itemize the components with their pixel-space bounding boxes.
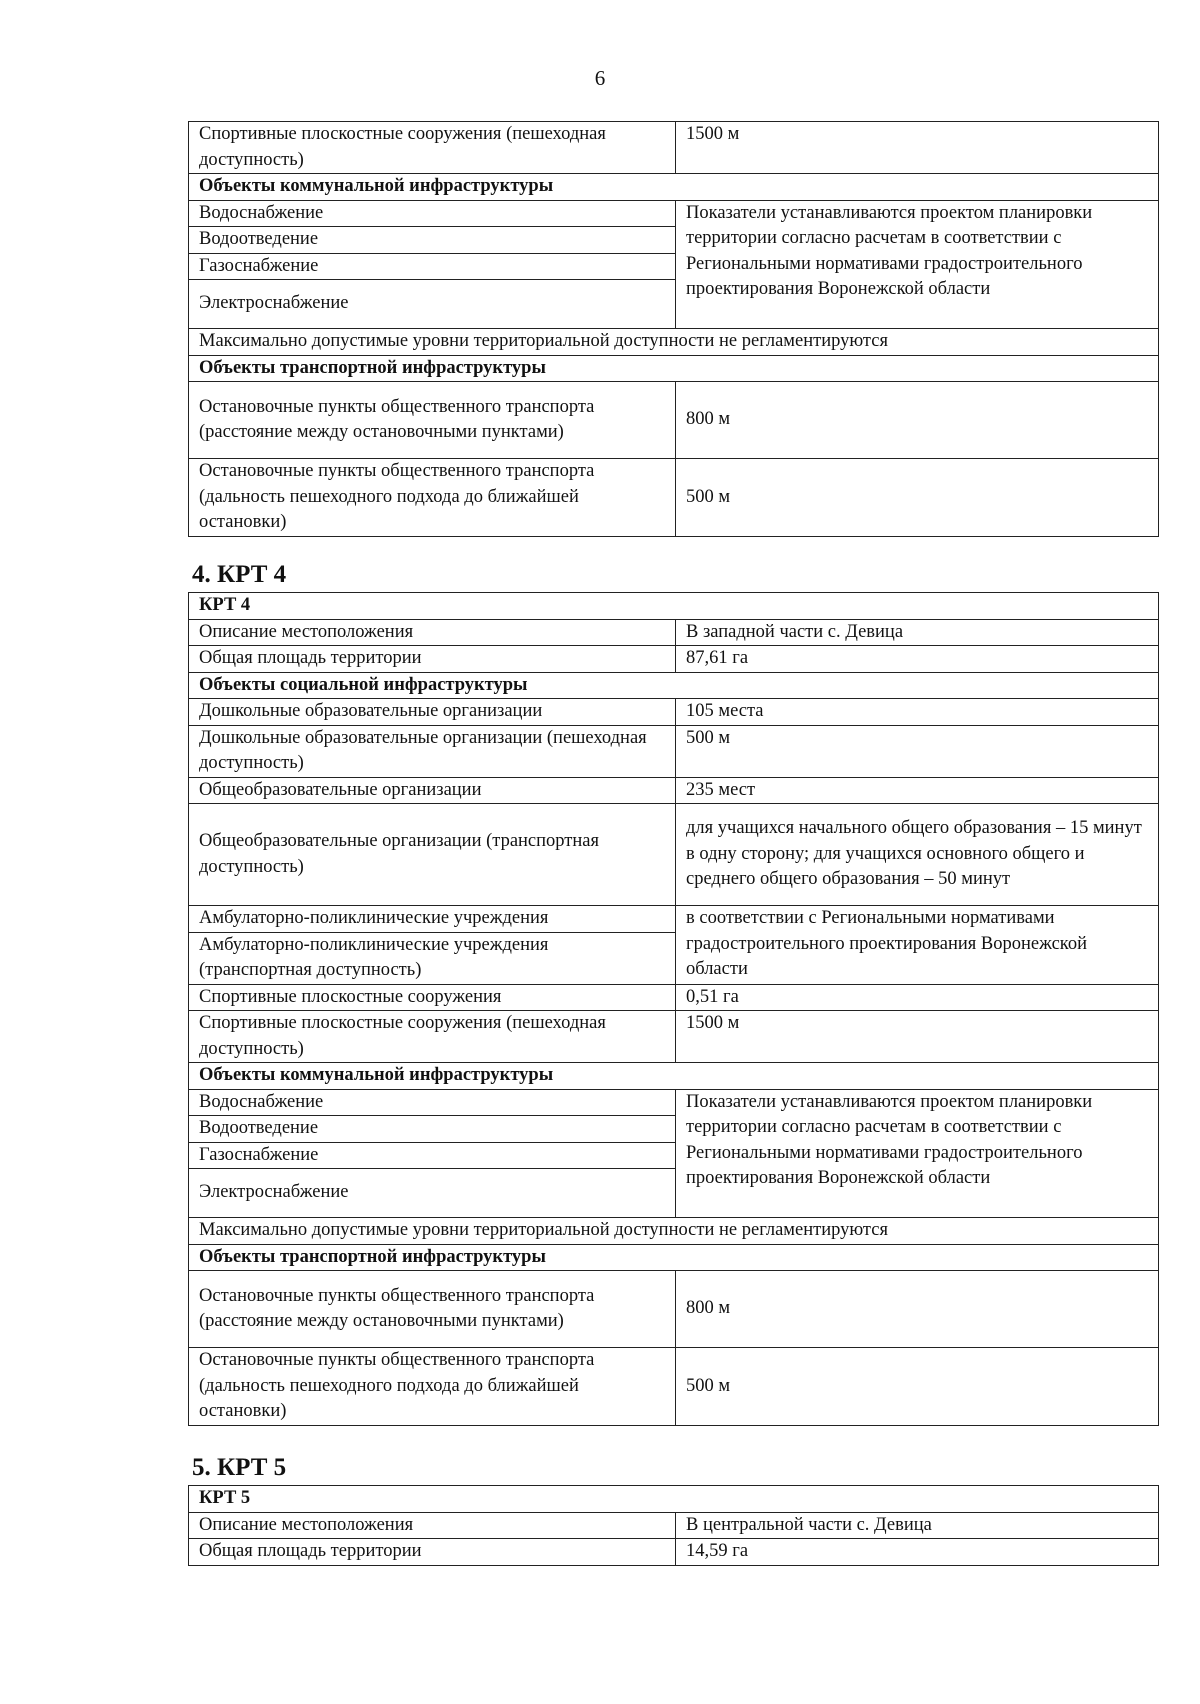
table-row <box>189 593 1159 620</box>
row-label: Общая площадь территории <box>189 1539 676 1566</box>
row-label: Общеобразовательные организации (транспортная доступность) <box>189 804 676 906</box>
row-value: 0,51 га <box>676 984 1159 1011</box>
section-heading: 5. КРТ 5 <box>192 1454 287 1481</box>
row-label: Дошкольные образовательные организации <box>189 699 676 726</box>
row-label: Остановочные пункты общественного транспорта (дальность пешеходного подхода до ближайшей остановки) <box>189 1348 676 1426</box>
table-row <box>189 1539 1159 1566</box>
table-row <box>189 1244 1159 1271</box>
row-value: В центральной части с. Девица <box>676 1512 1159 1539</box>
krt4-table <box>188 592 1159 1426</box>
table-row <box>189 1011 1159 1063</box>
row-value: 14,59 га <box>676 1539 1159 1566</box>
row-label: Спортивные плоскостные сооружения (пешеходная доступность) <box>189 122 676 174</box>
row-value: В западной части с. Девица <box>676 619 1159 646</box>
max-levels-note: Максимально допустимые уровни территориальной доступности не регламентируются <box>189 329 1159 356</box>
table-row <box>189 1486 1159 1513</box>
row-label: Водоотведение <box>189 227 676 254</box>
table-row <box>189 672 1159 699</box>
communal-note: Показатели устанавливаются проектом планировки территории согласно расчетам в соответствии с Региональными нормативами градостроительного проектирования Воронежской области <box>676 200 1159 329</box>
table-row <box>189 459 1159 537</box>
row-label: Дошкольные образовательные организации (пешеходная доступность) <box>189 725 676 777</box>
table-row <box>189 619 1159 646</box>
row-label: Описание местоположения <box>189 1512 676 1539</box>
clinic-note: в соответствии с Региональными нормативами градостроительного проектирования Воронежской области <box>676 906 1159 985</box>
krt4-section <box>188 560 1158 1426</box>
continuation-table <box>188 121 1159 537</box>
table-row <box>189 725 1159 777</box>
table-row <box>189 699 1159 726</box>
communal-note: Показатели устанавливаются проектом планировки территории согласно расчетам в соответствии с Региональными нормативами градостроительного проектирования Воронежской области <box>676 1089 1159 1218</box>
row-label: Водоотведение <box>189 1116 676 1143</box>
row-label: Газоснабжение <box>189 253 676 280</box>
continuation-section <box>188 121 1158 537</box>
row-value: для учащихся начального общего образования – 15 минут в одну сторону; для учащихся основного общего и среднего общего образования – 50 минут <box>676 804 1159 906</box>
section-title: Объекты социальной инфраструктуры <box>189 672 1159 699</box>
row-label: Электроснабжение <box>189 1169 676 1218</box>
row-label: Спортивные плоскостные сооружения <box>189 984 676 1011</box>
page-number: 6 <box>594 66 606 90</box>
krt5-table <box>188 1485 1159 1566</box>
row-value: 235 мест <box>676 777 1159 804</box>
table-title: КРТ 5 <box>189 1486 1159 1513</box>
row-label: Общеобразовательные организации <box>189 777 676 804</box>
table-row <box>189 355 1159 382</box>
table-row <box>189 1218 1159 1245</box>
max-levels-note: Максимально допустимые уровни территориальной доступности не регламентируются <box>189 1218 1159 1245</box>
table-row <box>189 906 1159 933</box>
row-label: Амбулаторно-поликлинические учреждения (транспортная доступность) <box>189 932 676 984</box>
table-row <box>189 174 1159 201</box>
row-value: 1500 м <box>676 1011 1159 1063</box>
section-title: Объекты транспортной инфраструктуры <box>189 1244 1159 1271</box>
row-value: 500 м <box>676 459 1159 537</box>
row-value: 500 м <box>676 725 1159 777</box>
row-value: 105 места <box>676 699 1159 726</box>
table-row <box>189 1089 1159 1116</box>
table-row <box>189 1512 1159 1539</box>
row-label: Остановочные пункты общественного транспорта (расстояние между остановочными пунктами) <box>189 382 676 459</box>
row-label: Общая площадь территории <box>189 646 676 673</box>
table-row <box>189 804 1159 906</box>
table-row <box>189 1271 1159 1348</box>
row-label: Спортивные плоскостные сооружения (пешеходная доступность) <box>189 1011 676 1063</box>
row-label: Остановочные пункты общественного транспорта (расстояние между остановочными пунктами) <box>189 1271 676 1348</box>
table-row <box>189 122 1159 174</box>
row-label: Амбулаторно-поликлинические учреждения <box>189 906 676 933</box>
section-heading: 4. КРТ 4 <box>192 561 287 588</box>
krt5-section <box>188 1453 1158 1566</box>
table-row <box>189 984 1159 1011</box>
row-value: 800 м <box>676 1271 1159 1348</box>
row-value: 800 м <box>676 382 1159 459</box>
table-row <box>189 329 1159 356</box>
row-label: Газоснабжение <box>189 1142 676 1169</box>
table-row <box>189 777 1159 804</box>
table-row <box>189 200 1159 227</box>
table-row <box>189 382 1159 459</box>
table-title: КРТ 4 <box>189 593 1159 620</box>
table-row <box>189 1063 1159 1090</box>
row-label: Описание местоположения <box>189 619 676 646</box>
row-label: Водоснабжение <box>189 1089 676 1116</box>
table-row <box>189 1348 1159 1426</box>
section-title: Объекты коммунальной инфраструктуры <box>189 1063 1159 1090</box>
row-value: 500 м <box>676 1348 1159 1426</box>
row-value: 1500 м <box>676 122 1159 174</box>
table-row <box>189 646 1159 673</box>
section-title: Объекты транспортной инфраструктуры <box>189 355 1159 382</box>
row-label: Электроснабжение <box>189 280 676 329</box>
row-value: 87,61 га <box>676 646 1159 673</box>
row-label: Остановочные пункты общественного транспорта (дальность пешеходного подхода до ближайшей остановки) <box>189 459 676 537</box>
section-title: Объекты коммунальной инфраструктуры <box>189 174 1159 201</box>
row-label: Водоснабжение <box>189 200 676 227</box>
